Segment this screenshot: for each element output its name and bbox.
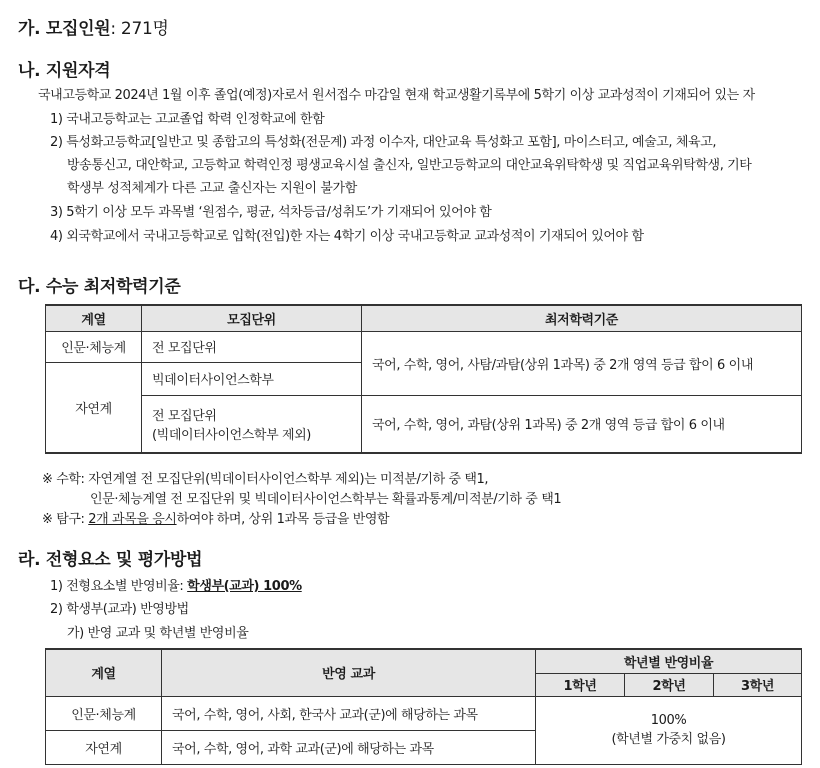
section-ra-title: 라. 전형요소 및 평가방법 — [18, 550, 203, 570]
eligibility-item-2-line-2: 방송통신고, 대안학교, 고등학교 학력인정 평생교육시설 출신자, 일반고등학교의 대안교육위탁학생 및 직업교육위탁학생, 기타 — [67, 158, 752, 173]
eligibility-item-3: 3) 5학기 이상 모두 과목별 ‘원점수, 평균, 석차등급/성취도’가 기재되어 있어야 함 — [50, 205, 492, 220]
table-header-row — [46, 305, 802, 331]
header-grade-1: 1학년 — [536, 673, 625, 696]
header-criteria: 최저학력기준 — [362, 305, 802, 331]
section-na-title: 나. 지원자격 — [18, 61, 111, 81]
note-math-line-1: ※ 수학: 자연계열 전 모집단위(빅데이터사이언스학부 제외)는 미적분/기하 중 택1, — [42, 472, 489, 487]
section-da-title: 다. 수능 최저학력기준 — [18, 277, 181, 297]
header-series: 계열 — [46, 649, 162, 696]
subjects-cell: 국어, 수학, 영어, 과학 교과(군)에 해당하는 과목 — [162, 730, 536, 764]
header-ratio: 학년별 반영비율 — [536, 649, 802, 673]
eligibility-item-2-line-3: 학생부 성적체계가 다른 고교 출신자는 지원이 불가함 — [67, 181, 357, 196]
ratio-note: (학년별 가중치 없음) — [611, 732, 726, 747]
eligibility-item-4: 4) 외국학교에서 국내고등학교로 입학(전입)한 자는 4학기 이상 국내고등학교 교과성적이 기재되어 있어야 함 — [50, 229, 644, 244]
table-row — [46, 696, 802, 730]
method-item-1-value: 학생부(교과) 100% — [187, 579, 302, 594]
table-header-row — [46, 649, 802, 673]
section-ga-heading — [18, 14, 169, 39]
note-inquiry-underline: 2개 과목을 응시 — [88, 512, 177, 527]
criteria-cell: 국어, 수학, 영어, 과탐(상위 1과목) 중 2개 영역 등급 합이 6 이내 — [362, 395, 802, 453]
header-grade-3: 3학년 — [714, 673, 802, 696]
method-item-1 — [50, 575, 302, 594]
eligibility-item-1: 1) 국내고등학교는 고교졸업 학력 인정학교에 한함 — [50, 112, 325, 127]
eligibility-item-2-line-1: 2) 특성화고등학교[일반고 및 종합고의 특성화(전문계) 과정 이수자, 대안교육 특성화고 포함], 마이스터고, 예술고, 체육고, — [50, 135, 717, 150]
ratio-value: 100% — [650, 713, 687, 728]
section-ga-title: 가. 모집인원 — [18, 19, 111, 39]
table-row — [46, 395, 802, 453]
method-item-1-prefix: 1) 전형요소별 반영비율: — [50, 579, 188, 594]
note-inquiry-suffix: 하여야 하며, 상위 1과목 등급을 반영함 — [176, 512, 390, 527]
method-sub-ga: 가) 반영 교과 및 학년별 반영비율 — [67, 626, 249, 641]
recruit-count: : 271명 — [110, 19, 169, 39]
series-cell: 자연계 — [46, 730, 162, 764]
unit-line: 전 모집단위 — [152, 408, 217, 424]
note-inquiry-prefix: ※ 탐구: — [42, 512, 89, 527]
unit-cell: 전 모집단위 — [142, 331, 362, 362]
series-cell: 자연계 — [46, 362, 142, 453]
criteria-cell: 국어, 수학, 영어, 사탐/과탐(상위 1과목) 중 2개 영역 등급 합이 6 이내 — [362, 331, 802, 395]
method-item-2: 2) 학생부(교과) 반영방법 — [50, 602, 189, 617]
header-subjects: 반영 교과 — [162, 649, 536, 696]
series-cell: 인문·체능계 — [46, 696, 162, 730]
eligibility-intro: 국내고등학교 2024년 1월 이후 졸업(예정)자로서 원서접수 마감일 현재 학교생활기록부에 5학기 이상 교과성적이 기재되어 있는 자 — [38, 88, 755, 103]
note-math-line-2: 인문·체능계열 전 모집단위 및 빅데이터사이언스학부는 확률과통계/미적분/기하 중 택1 — [90, 492, 562, 507]
unit-cell — [142, 395, 362, 453]
unit-line: (빅데이터사이언스학부 제외) — [152, 427, 311, 443]
ratio-cell — [536, 696, 802, 764]
header-series: 계열 — [46, 305, 142, 331]
table-row — [46, 331, 802, 362]
grade-ratio-table — [45, 648, 802, 765]
header-grade-2: 2학년 — [625, 673, 714, 696]
csat-minimum-table — [45, 304, 802, 454]
subjects-cell: 국어, 수학, 영어, 사회, 한국사 교과(군)에 해당하는 과목 — [162, 696, 536, 730]
note-inquiry — [42, 508, 389, 527]
unit-cell: 빅데이터사이언스학부 — [142, 362, 362, 395]
header-unit: 모집단위 — [142, 305, 362, 331]
series-cell: 인문·체능계 — [46, 331, 142, 362]
